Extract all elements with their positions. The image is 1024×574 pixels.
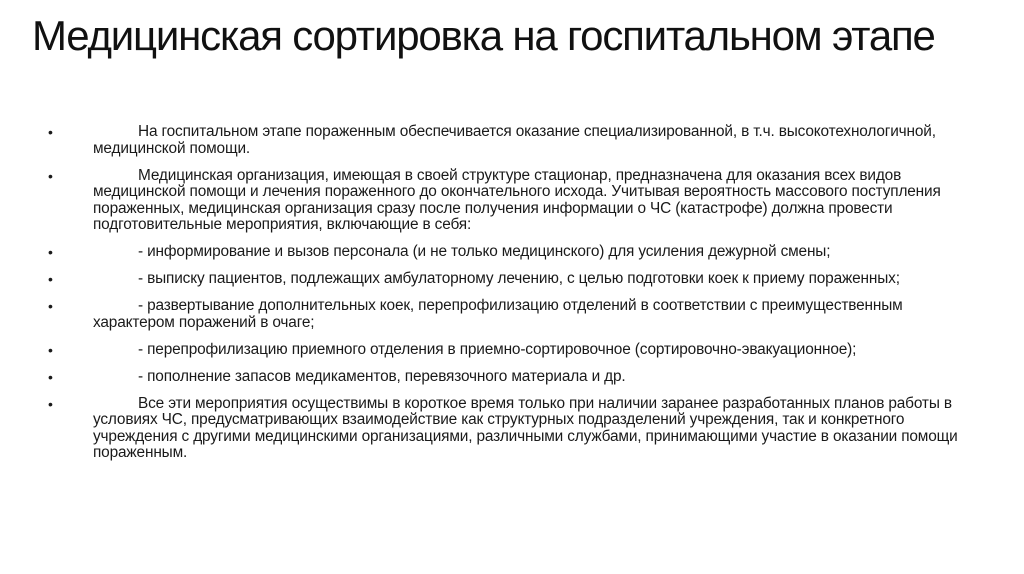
list-item-text: - выписку пациентов, подлежащих амбулаторному лечению, с целью подготовки коек к приему пораженных; bbox=[138, 270, 900, 287]
list-item-text: Медицинская организация, имеющая в своей структуре стационар, предназначена для оказания всех видов медицинской помощи и лечения пораженного до окончательного исхода. Учитывая вероятность массового поступления пораженных, медицинская организация сразу после получения информации о ЧС (катастрофе) должна провести подготовительные мероприятия, включающие в себя: bbox=[93, 166, 941, 233]
bullet-icon: • bbox=[48, 298, 53, 314]
list-item bbox=[48, 297, 973, 331]
list-item bbox=[48, 340, 973, 359]
list-item-text: - перепрофилизацию приемного отделения в приемно-сортировочное (сортировочно-эвакуационное); bbox=[138, 340, 857, 358]
bullet-icon: • bbox=[48, 244, 53, 260]
list-item-text: На госпитальном этапе пораженным обеспечивается оказание специализированной, в т.ч. высокотехнологичной, медицинской помощи. bbox=[93, 123, 936, 157]
list-item bbox=[48, 394, 973, 462]
list-item-text: - развертывание дополнительных коек, перепрофилизацию отделений в соответствии с преимущественным характером поражений в очаге; bbox=[93, 297, 903, 331]
bullet-icon: • bbox=[48, 368, 53, 385]
list-item-text: Все эти мероприятия осуществимы в короткое время только при наличии заранее разработанных планов работы в условиях ЧС, предусматривающих взаимодействие как структурных подразделений учреждения, так и конкретного учреждения с другими медицинскими организациями, различными службами, принимающими участие в оказании помощи пораженным. bbox=[93, 394, 958, 461]
bullet-icon: • bbox=[48, 167, 53, 184]
list-item bbox=[48, 367, 973, 386]
list-item-text: - пополнение запасов медикаментов, перевязочного материала и др. bbox=[138, 367, 626, 385]
list-item bbox=[48, 123, 973, 157]
bullet-icon: • bbox=[48, 271, 53, 287]
list-item bbox=[48, 166, 973, 234]
list-item bbox=[48, 270, 973, 288]
list-item bbox=[48, 243, 973, 261]
bullet-list bbox=[48, 123, 973, 472]
list-item-text: - информирование и вызов персонала (и не только медицинского) для усиления дежурной смены; bbox=[138, 243, 831, 260]
slide-title: Медицинская сортировка на госпитальном этапе bbox=[32, 12, 935, 59]
bullet-icon: • bbox=[48, 395, 53, 412]
bullet-icon: • bbox=[48, 341, 53, 358]
bullet-icon: • bbox=[48, 124, 53, 140]
